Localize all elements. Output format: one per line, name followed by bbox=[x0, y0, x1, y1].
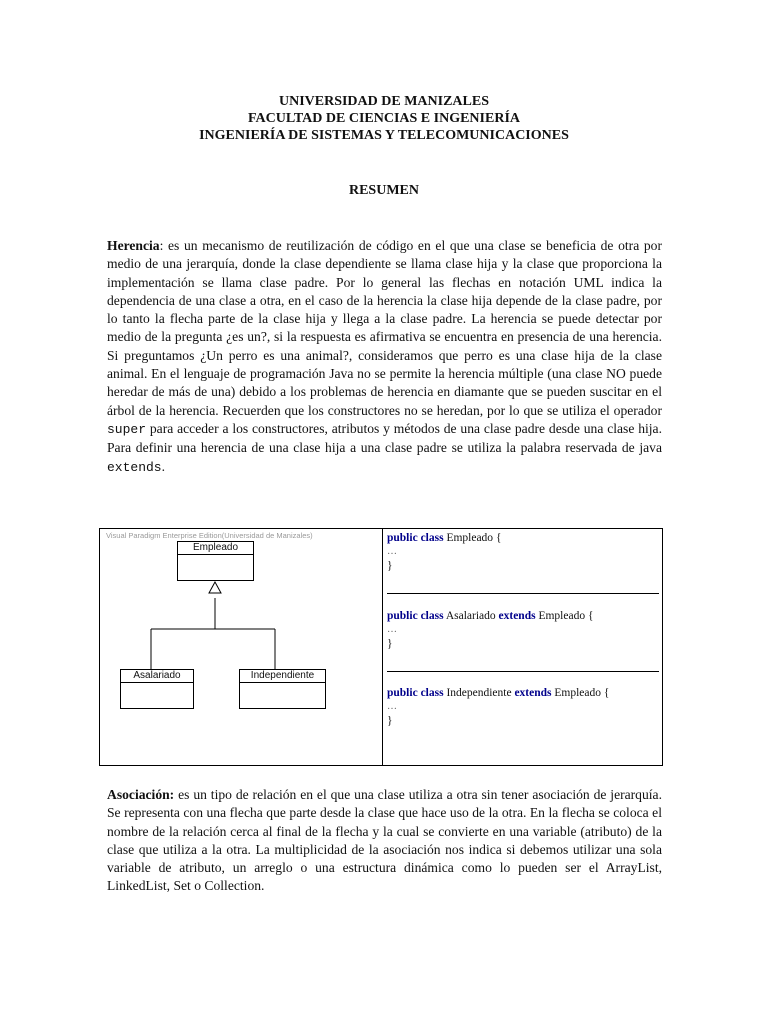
uml-caption: Visual Paradigm Enterprise Edition(Universidad de Manizales) bbox=[106, 531, 313, 540]
inheritance-example-table bbox=[99, 528, 663, 766]
inheritance-arrow-icon bbox=[209, 582, 221, 593]
uml-class-name: Independiente bbox=[240, 670, 325, 683]
uml-class-name: Empleado bbox=[178, 542, 253, 555]
code-block-independiente: public class Independiente extends Empleado { … } bbox=[387, 687, 610, 727]
herencia-text-c: . bbox=[161, 458, 166, 474]
header-university: UNIVERSIDAD DE MANIZALES bbox=[278, 94, 490, 109]
code-separator bbox=[387, 671, 659, 672]
asociacion-paragraph bbox=[107, 786, 662, 896]
uml-class-name: Asalariado bbox=[121, 670, 193, 683]
code-extends: extends bbox=[107, 459, 162, 475]
herencia-term: Herencia bbox=[107, 238, 160, 253]
section-title: RESUMEN bbox=[348, 183, 419, 198]
code-separator bbox=[387, 593, 659, 594]
asociacion-text: es un tipo de relación en el que una clase utiliza a otra sin tener asociación de jerarquía. Se representa con una flecha que parte desde la clase que hace uso de la otra. En la flecha se coloca el nombre de la relación cerca al final de la flecha y la cual se convierte en una variable (atributo) de la clase que utiliza a la otra. La multiplicidad de la asociación nos indica si debemos utilizar una sola variable de atributo, un arreglo o una estructura dinámica como lo pueden ser el ArrayList, LinkedList, Set o Collection. bbox=[107, 787, 662, 894]
uml-class-asalariado bbox=[120, 669, 194, 709]
herencia-text-b: para acceder a los constructores, atributos y métodos de una clase padre desde una clase hija. Para definir una herencia de una clase hija a una clase padre se utiliza la palabra reservada de java bbox=[107, 420, 662, 456]
herencia-paragraph bbox=[107, 237, 662, 477]
herencia-text-a: : es un mecanismo de reutilización de código en el que una clase se beneficia de otra por medio de una jerarquía, donde la clase dependiente se llama clase hija y la clase que proporciona la implementación se llama clase padre. Por lo general las flechas en notación UML indica la dependencia de una clase a otra, en el caso de la herencia la clase hija depende de la clase padre, por lo tanto la flecha parte de la clase hija y llega a la clase padre. La herencia se puede detectar por medio de la pregunta ¿es un?, si la respuesta es afirmativa se encuentra en presencia de una herencia. Si preguntamos ¿Un perro es una animal?, consideramos que perro es una clase hija de la clase animal. En el lenguaje de programación Java no se permite la herencia múltiple (una clase NO puede heredar de más de una) debido a los problemas de herencia en diamante que se pueden suscitar en el árbol de la herencia. Recuerden que los constructores no se heredan, por lo que se utiliza el operador bbox=[107, 238, 662, 418]
header-faculty: FACULTAD DE CIENCIAS E INGENIERÍA bbox=[247, 111, 520, 126]
code-block-asalariado: public class Asalariado extends Empleado { … } bbox=[387, 610, 594, 650]
code-super: super bbox=[107, 421, 147, 437]
uml-class-independiente bbox=[239, 669, 326, 709]
table-divider bbox=[382, 529, 383, 765]
code-block-empleado: public class Empleado { … } bbox=[387, 532, 502, 572]
header-program: INGENIERÍA DE SISTEMAS Y TELECOMUNICACIONES bbox=[199, 128, 569, 143]
asociacion-term: Asociación: bbox=[107, 787, 175, 802]
document-header bbox=[0, 93, 768, 144]
uml-class-empleado bbox=[177, 541, 254, 581]
